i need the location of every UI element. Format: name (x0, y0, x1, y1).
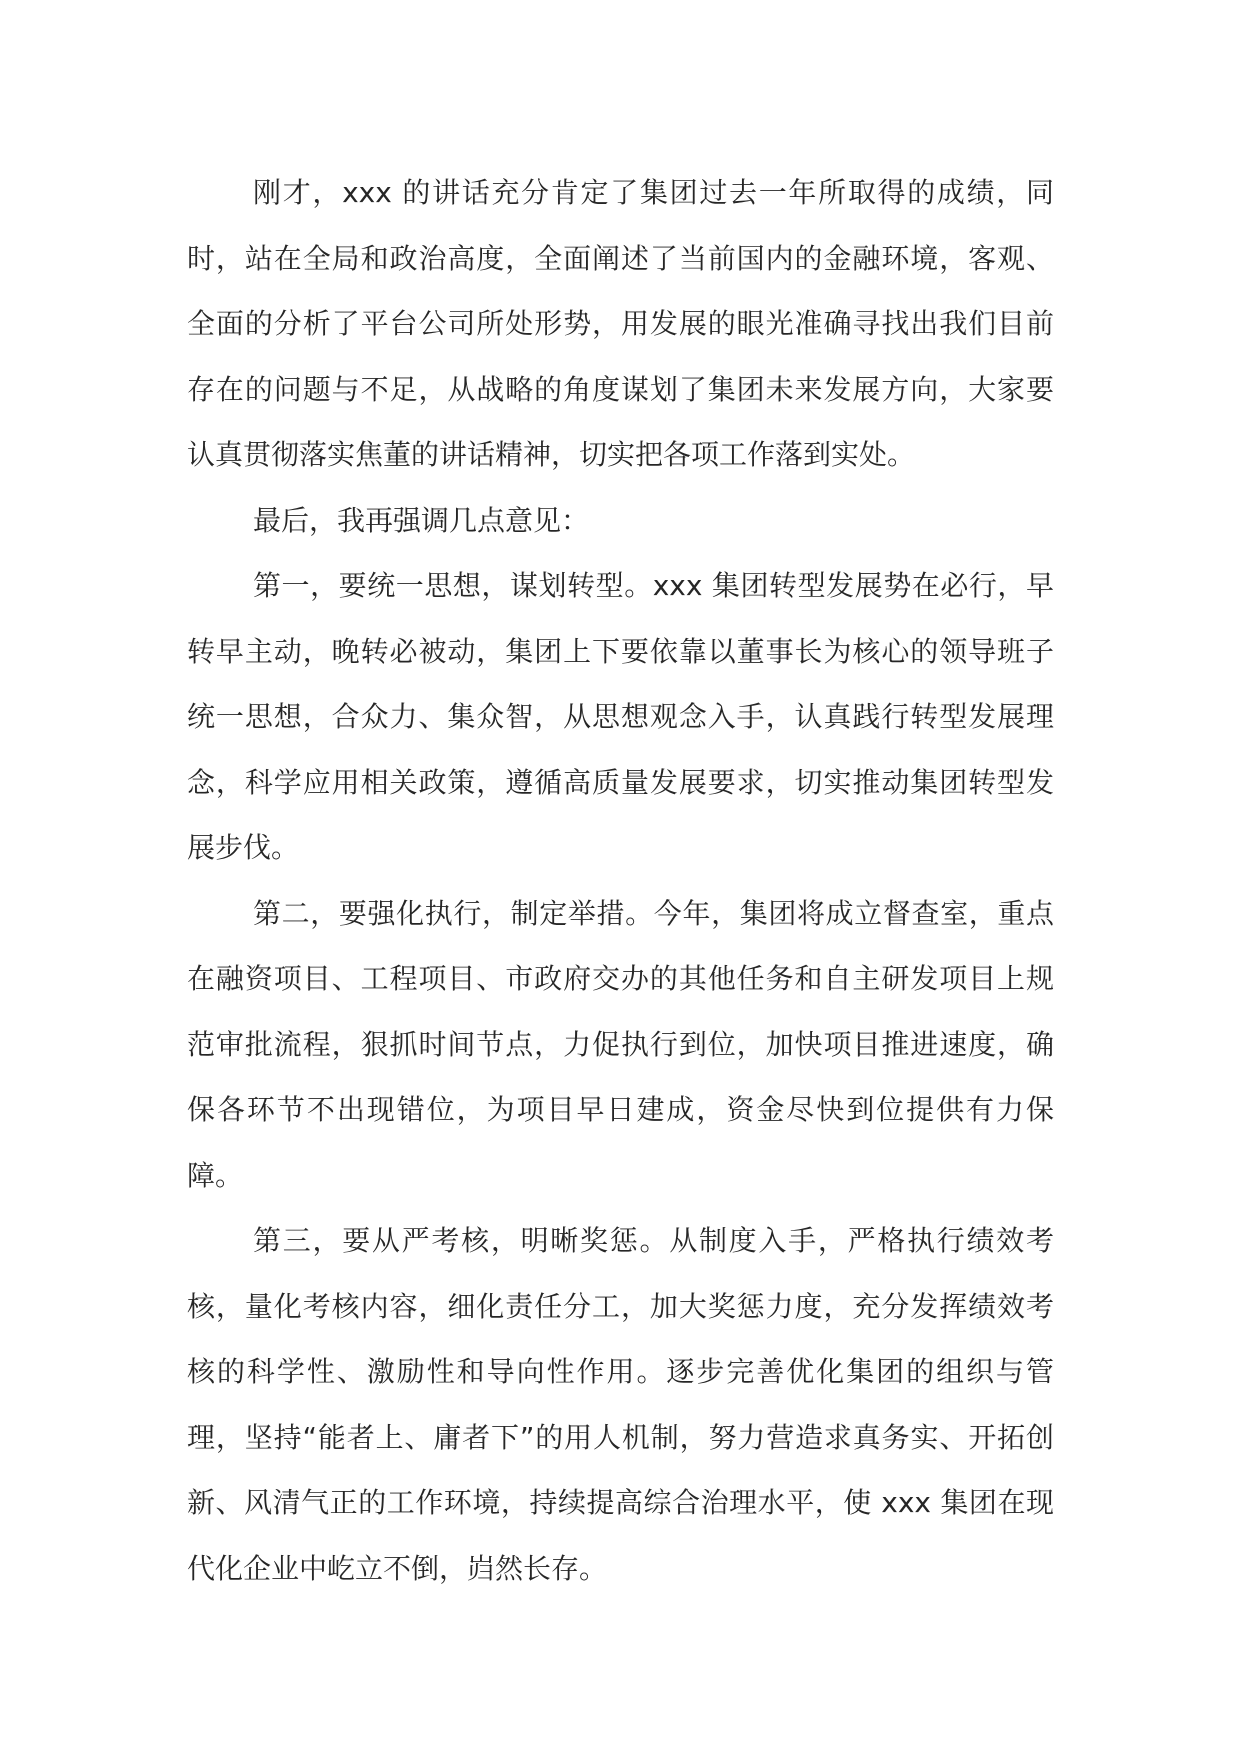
paragraph: 刚才，xxx 的讲话充分肯定了集团过去一年所取得的成绩，同时，站在全局和政治高度，全面阐述了当前国内的金融环境，客观、全面的分析了平台公司所处形势，用发展的眼光准确寻找出我们目前存在的问题与不足，从战略的角度谋划了集团未来发展方向，大家要认真贯彻落实焦董的讲话精神，切实把各项工作落到实处。 (187, 176, 1054, 471)
paragraph: 第二，要强化执行，制定举措。今年，集团将成立督查室，重点在融资项目、工程项目、市政府交办的其他任务和自主研发项目上规范审批流程，狠抓时间节点，力促执行到位，加快项目推进速度，确保各环节不出现错位，为项目早日建成，资金尽快到位提供有力保障。 (187, 896, 1054, 1192)
document-body (187, 160, 1054, 1601)
paragraph: 最后，我再强调几点意见： (253, 503, 590, 537)
paragraph: 第三，要从严考核，明晰奖惩。从制度入手，严格执行绩效考核，量化考核内容，细化责任分工，加大奖惩力度，充分发挥绩效考核的科学性、激励性和导向性作用。逐步完善优化集团的组织与管理，坚持“能者上、庸者下”的用人机制，努力营造求真务实、开拓创新、风清气正的工作环境，持续提高综合治理水平，使 xxx 集团在现代化企业中屹立不倒，岿然长存。 (187, 1224, 1054, 1585)
paragraph: 第一，要统一思想，谋划转型。xxx 集团转型发展势在必行，早转早主动，晚转必被动，集团上下要依靠以董事长为核心的领导班子统一思想，合众力、集众智，从思想观念入手，认真践行转型发展理念，科学应用相关政策，遵循高质量发展要求，切实推动集团转型发展步伐。 (187, 569, 1054, 864)
